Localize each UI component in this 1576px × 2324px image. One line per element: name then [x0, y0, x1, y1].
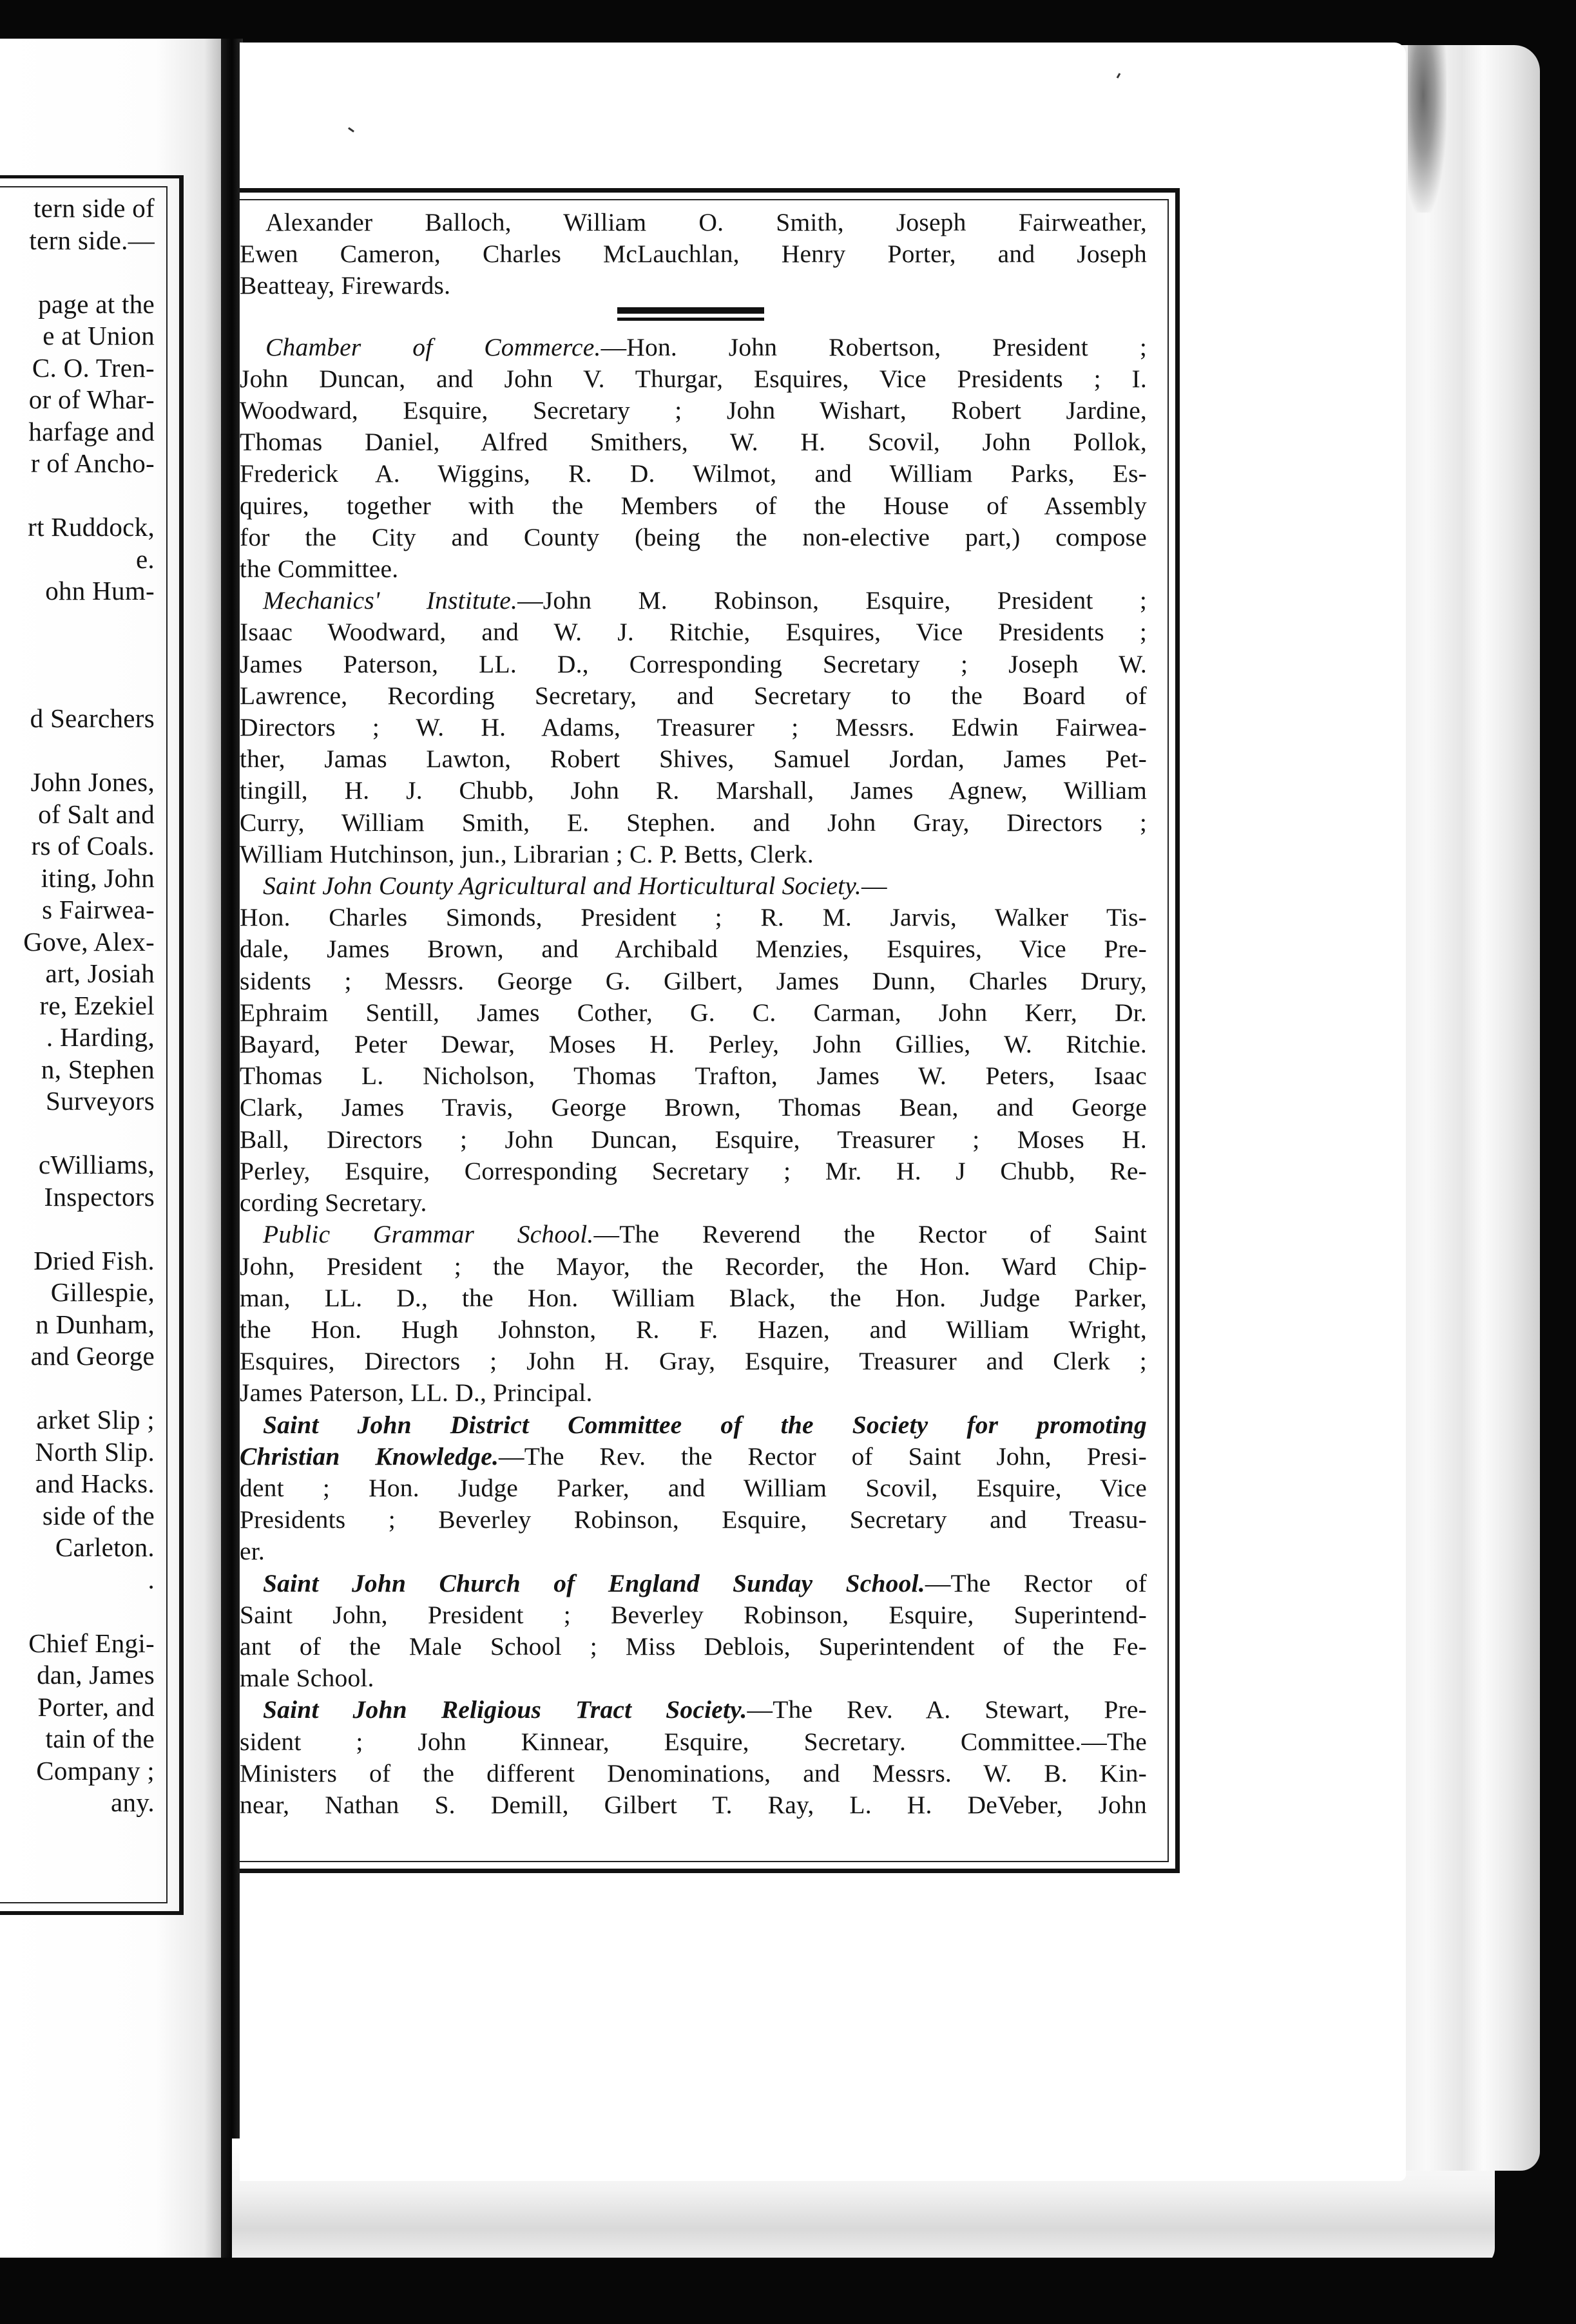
- left-page-line: re, Ezekiel: [39, 990, 155, 1020]
- section-first-line: [240, 332, 1147, 363]
- scan-border-bottom: [0, 2258, 1576, 2324]
- section-line: Frederick A. Wiggins, R. D. Wilmot, and William Parks, Es-: [240, 459, 1147, 488]
- firewards-line: Ewen Cameron, Charles McLauchlan, Henry Porter, and Joseph: [240, 240, 1147, 269]
- left-page-line: Porter, and: [37, 1691, 155, 1722]
- section-heading: Saint John District Committee of the Society for promoting: [263, 1410, 1147, 1439]
- section-heading: Saint John Church of England Sunday School.: [263, 1568, 925, 1597]
- left-page-line: iting, John: [41, 862, 155, 893]
- section-line: William Hutchinson, jun., Librarian ; C. P. Betts, Clerk.: [240, 839, 814, 868]
- section-line: Presidents ; Beverley Robinson, Esquire, Secretary and Treasu-: [240, 1505, 1147, 1534]
- section-line: Lawrence, Recording Secretary, and Secretary to the Board of: [240, 681, 1147, 710]
- section-line: Woodward, Esquire, Secretary ; John Wishart, Robert Jardine,: [240, 396, 1147, 425]
- left-page-line: of Salt and: [38, 799, 155, 829]
- left-page-line: Chief Engi-: [28, 1628, 155, 1658]
- section-line: near, Nathan S. Demill, Gilbert T. Ray, L. H. DeVeber, John: [240, 1790, 1147, 1819]
- section-line: the Hon. Hugh Johnston, R. F. Hazen, and William Wright,: [240, 1315, 1147, 1344]
- left-page-line: [0, 607, 155, 640]
- section-line: Ephraim Sentill, James Cother, G. C. Carman, John Kerr, Dr.: [240, 998, 1147, 1027]
- section-line: John Duncan, and John V. Thurgar, Esquires, Vice Presidents ; I.: [240, 364, 1147, 393]
- left-page: [0, 39, 222, 2258]
- section-line: Esquires, Directors ; John H. Gray, Esquire, Treasurer and Clerk ;: [240, 1347, 1147, 1376]
- section-line: cording Secretary.: [240, 1188, 427, 1217]
- section-heading: Mechanics' Institute.: [263, 586, 518, 615]
- directory-box-inner: [240, 199, 1169, 1862]
- section-first-line: [240, 870, 1147, 902]
- left-page-line: or of Whar-: [28, 385, 155, 414]
- section-text: —: [861, 872, 887, 900]
- section-line: Clark, James Travis, George Brown, Thomas Bean, and George: [240, 1093, 1147, 1122]
- section-line: sident ; John Kinnear, Esquire, Secretary. Committee.—The: [240, 1727, 1147, 1756]
- left-page-line: [0, 1373, 155, 1405]
- left-page-line: and Hacks.: [35, 1469, 155, 1498]
- section-line: dale, James Brown, and Archibald Menzies, Esquires, Vice Pre-: [240, 935, 1147, 964]
- section-line: Perley, Esquire, Corresponding Secretary ; Mr. H. J Chubb, Re-: [240, 1156, 1147, 1185]
- section-first-line: [240, 1694, 1147, 1726]
- left-page-line: e.: [135, 544, 155, 574]
- speck: [1117, 73, 1121, 78]
- section-line: Saint John, President ; Beverley Robinson, Esquire, Superintend-: [240, 1600, 1147, 1629]
- section-line: male School.: [240, 1664, 374, 1693]
- section-text: —The Reverend the Rector of Saint: [593, 1220, 1147, 1249]
- left-page-line: tern side of: [33, 193, 155, 223]
- section-first-line: [240, 585, 1147, 616]
- firewards-line: Alexander Balloch, William O. Smith, Joseph Fairweather,: [265, 208, 1147, 236]
- section-line: tingill, H. J. Chubb, John R. Marshall, James Agnew, William: [240, 776, 1147, 805]
- left-page-line: [0, 1595, 155, 1628]
- section-first-line: [240, 1219, 1147, 1250]
- left-page-line: any.: [111, 1787, 155, 1817]
- directory-box: [240, 188, 1180, 1873]
- section-line: for the City and County (being the non-elective part,) compose: [240, 522, 1147, 551]
- left-page-line: rt Ruddock,: [28, 512, 155, 542]
- left-page-line: [0, 671, 155, 703]
- left-page-line: dan, James: [37, 1660, 155, 1690]
- left-page-line: [0, 735, 155, 767]
- left-page-line: e at Union: [43, 321, 155, 350]
- left-page-line: Gove, Alex-: [23, 926, 155, 957]
- section-heading: Saint John Religious Tract Society.: [263, 1695, 747, 1724]
- left-page-line: Carleton.: [55, 1532, 155, 1562]
- left-page-text: [0, 193, 155, 1819]
- left-page-frame-inner: [0, 186, 168, 1903]
- section-heading-continued: Christian Knowledge.: [240, 1442, 499, 1471]
- section-line: ther, Jamas Lawton, Robert Shives, Samuel Jordan, James Pet-: [240, 745, 1147, 774]
- left-page-line: r of Ancho-: [30, 448, 155, 478]
- left-page-line: Dried Fish.: [34, 1245, 155, 1275]
- left-page-line: Inspectors: [44, 1181, 155, 1212]
- left-page-line: s Fairwea-: [42, 895, 155, 924]
- section-line: quires, together with the Members of the House of Assembly: [240, 491, 1147, 520]
- section-line: Bayard, Peter Dewar, Moses H. Perley, John Gillies, W. Ritchie.: [240, 1030, 1147, 1059]
- speck: [348, 127, 354, 132]
- scan-border-top: [0, 0, 1576, 39]
- section-text: —John M. Robinson, Esquire, President ;: [517, 586, 1147, 615]
- section-line: the Committee.: [240, 555, 399, 584]
- left-page-line: [0, 639, 155, 671]
- section-line: Isaac Woodward, and W. J. Ritchie, Esquires, Vice Presidents ;: [240, 618, 1147, 647]
- left-page-line: harfage and: [28, 416, 155, 446]
- section-line: James Paterson, LL. D., Corresponding Secretary ; Joseph W.: [240, 649, 1147, 678]
- left-page-line: .: [148, 1564, 155, 1594]
- section-line: Thomas L. Nicholson, Thomas Trafton, James W. Peters, Isaac: [240, 1062, 1147, 1091]
- left-page-line: cWilliams,: [38, 1150, 155, 1179]
- section-line: ant of the Male School ; Miss Deblois, Superintendent of the Fe-: [240, 1632, 1147, 1661]
- left-page-line: n, Stephen: [41, 1054, 155, 1084]
- section-text: —The Rev. A. Stewart, Pre-: [747, 1695, 1147, 1724]
- left-page-line: art, Josiah: [45, 958, 155, 988]
- page-edge-stain: [1408, 45, 1446, 213]
- section-line: Thomas Daniel, Alfred Smithers, W. H. Scovil, John Pollok,: [240, 428, 1147, 457]
- section-line: man, LL. D., the Hon. William Black, the Hon. Judge Parker,: [240, 1283, 1147, 1312]
- section-first-line: [240, 1568, 1147, 1599]
- section-line: Hon. Charles Simonds, President ; R. M. Jarvis, Walker Tis-: [240, 903, 1147, 932]
- firewards-line: Beatteay, Firewards.: [240, 271, 451, 300]
- left-page-line: tain of the: [45, 1724, 155, 1753]
- section-heading: Saint John County Agricultural and Horticultural Society.: [263, 872, 861, 900]
- left-page-frame: [0, 175, 184, 1915]
- left-page-line: Gillespie,: [50, 1277, 155, 1307]
- left-page-line: North Slip.: [35, 1436, 155, 1467]
- left-page-line: page at the: [38, 289, 155, 319]
- section-line: sidents ; Messrs. George G. Gilbert, James Dunn, Charles Drury,: [240, 966, 1147, 995]
- section-line: er.: [240, 1537, 265, 1566]
- left-page-line: . Harding,: [46, 1022, 155, 1052]
- section-line: Curry, William Smith, E. Stephen. and John Gray, Directors ;: [240, 808, 1147, 837]
- left-page-line: arket Slip ;: [36, 1405, 155, 1434]
- section-line: John, President ; the Mayor, the Recorder, the Hon. Ward Chip-: [240, 1252, 1147, 1281]
- left-page-line: tern side.—: [29, 225, 155, 255]
- left-page-line: d Searchers: [30, 703, 155, 733]
- left-page-line: [0, 1213, 155, 1245]
- section-text: —The Rector of: [925, 1568, 1147, 1597]
- left-page-line: [0, 256, 155, 289]
- left-page-line: ohn Hum-: [45, 576, 155, 605]
- section-first-line: [240, 1441, 1147, 1472]
- left-page-line: C. O. Tren-: [32, 352, 155, 383]
- section-text: —Hon. John Robertson, President ;: [601, 332, 1147, 361]
- left-page-line: n Dunham,: [35, 1309, 155, 1339]
- section-line: Ball, Directors ; John Duncan, Esquire, Treasurer ; Moses H.: [240, 1125, 1147, 1154]
- left-page-line: Surveyors: [46, 1086, 155, 1116]
- page-edge: [1398, 45, 1540, 2171]
- section-line: dent ; Hon. Judge Parker, and William Scovil, Esquire, Vice: [240, 1473, 1147, 1502]
- section-line: Ministers of the different Denominations, and Messrs. W. B. Kin-: [240, 1758, 1147, 1787]
- section-divider-rule: [240, 302, 1147, 332]
- left-page-line: Company ;: [36, 1755, 155, 1786]
- section-heading: Public Grammar School.: [263, 1220, 594, 1249]
- left-page-line: [0, 1118, 155, 1150]
- section-text: —The Rev. the Rector of Saint John, Presi-: [499, 1442, 1147, 1471]
- left-page-line: rs of Coals.: [31, 831, 155, 861]
- left-page-line: side of the: [42, 1500, 155, 1530]
- left-page-line: John Jones,: [30, 767, 155, 797]
- directory-text: [240, 207, 1147, 1821]
- section-line: Directors ; W. H. Adams, Treasurer ; Messrs. Edwin Fairwea-: [240, 713, 1147, 742]
- left-page-line: [0, 480, 155, 512]
- section-heading: Chamber of Commerce.: [265, 332, 601, 361]
- left-page-line: and George: [30, 1341, 155, 1371]
- section-line: James Paterson, LL. D., Principal.: [240, 1378, 593, 1407]
